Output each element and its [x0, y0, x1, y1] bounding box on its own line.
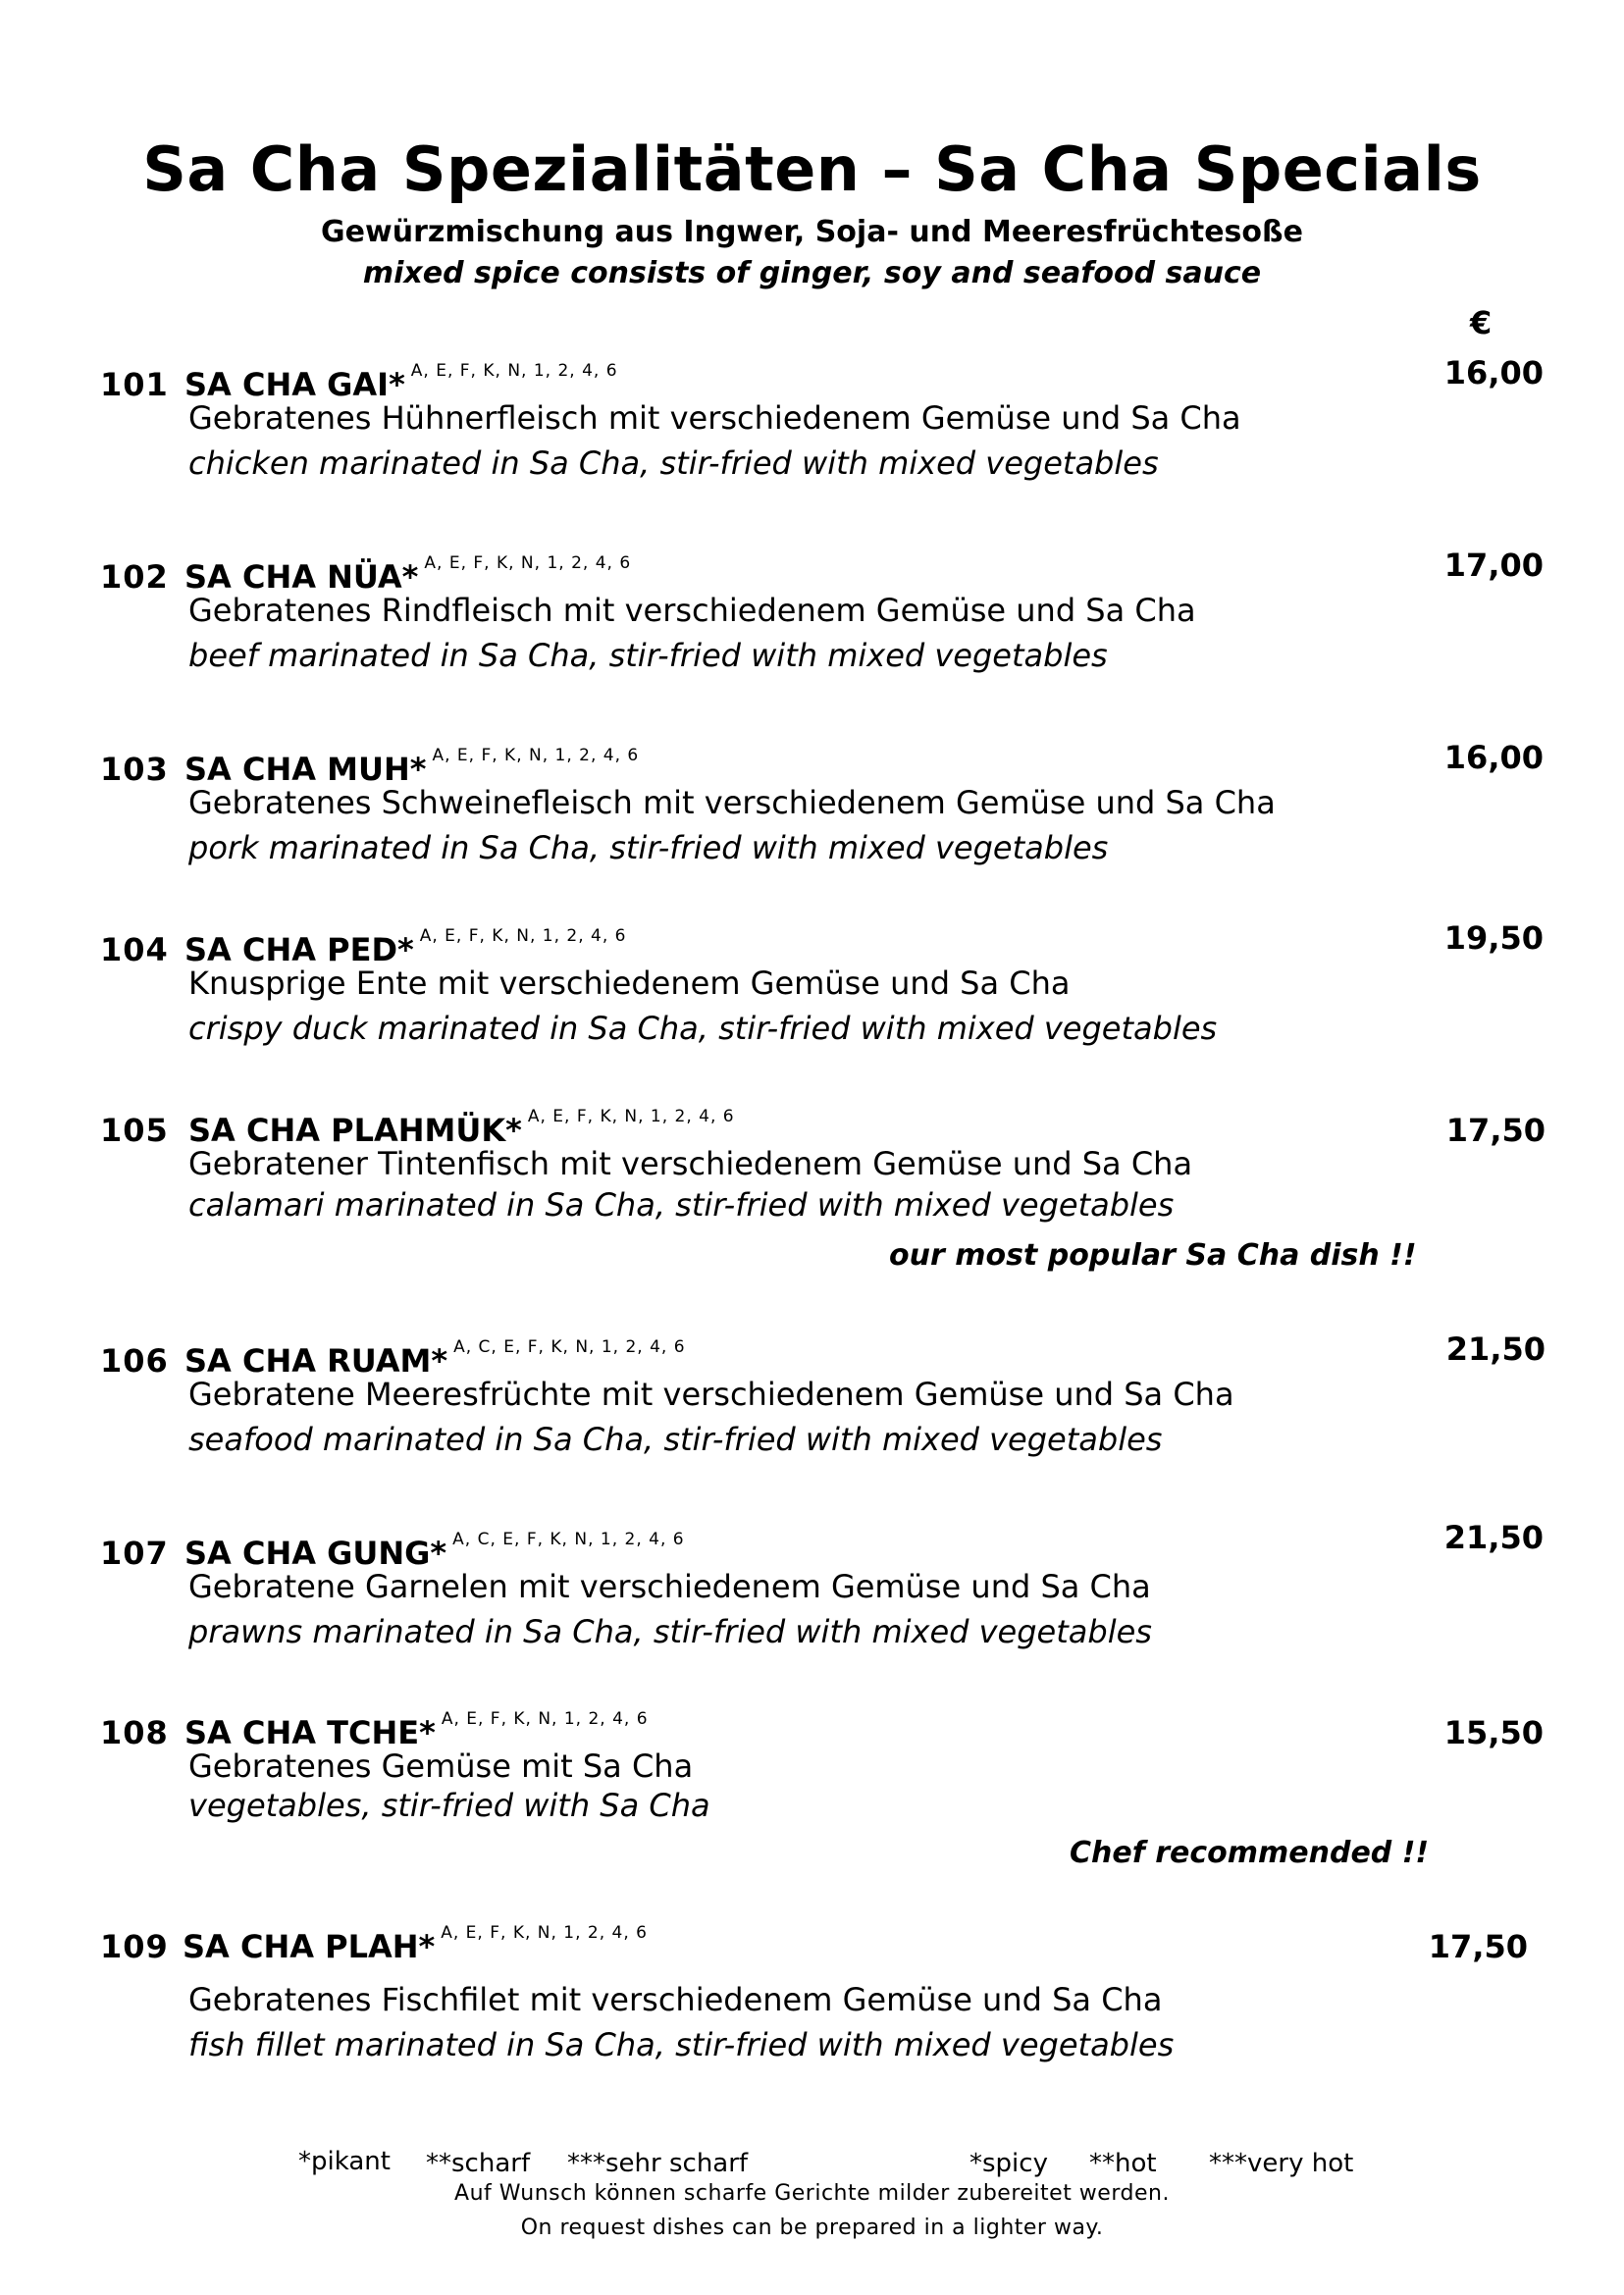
currency-symbol: €: [1470, 304, 1493, 341]
item-description-de: Gebratene Garnelen mit verschiedenem Gemüse und Sa Cha: [188, 1568, 1151, 1605]
item-name: SA CHA PLAH* $^{A, E, F, K, N, 1, 2, 4, 6}$: [183, 1923, 648, 1965]
allergen-codes: A, C, E, F, K, N, 1, 2, 4, 6: [453, 1337, 686, 1357]
item-description-en: vegetables, stir-fried with Sa Cha: [188, 1787, 710, 1824]
allergen-codes: A, C, E, F, K, N, 1, 2, 4, 6: [452, 1530, 685, 1549]
menu-subtitle-de: Gewürzmischung aus Ingwer, Soja- und Meeresfrüchtesoße: [321, 215, 1303, 249]
item-price: 16,00: [1443, 739, 1544, 776]
menu-title: Sa Cha Spezialitäten – Sa Cha Specials: [142, 133, 1482, 205]
item-price: 17,50: [1428, 1928, 1528, 1965]
legend-very-hot: ***very hot: [1209, 2149, 1354, 2178]
allergen-codes: A, E, F, K, N, 1, 2, 4, 6: [527, 1107, 735, 1126]
item-price: 17,50: [1445, 1112, 1545, 1149]
item-description-de: Gebratenes Rindfleisch mit verschiedenem Gemüse und Sa Cha: [188, 592, 1196, 629]
item-name: SA CHA PLAHMÜK* $^{A, E, F, K, N, 1, 2, 4, 6}$: [188, 1107, 735, 1149]
item-description-en: seafood marinated in Sa Cha, stir-fried with mixed vegetables: [188, 1421, 1163, 1458]
item-description-de: Gebratenes Schweinefleisch mit verschiedenem Gemüse und Sa Cha: [188, 784, 1276, 821]
item-description-en: beef marinated in Sa Cha, stir-fried with mixed vegetables: [188, 637, 1108, 674]
item-price: 21,50: [1445, 1330, 1545, 1368]
item-name: SA CHA TCHE* $^{A, E, F, K, N, 1, 2, 4, 6}$: [184, 1709, 649, 1751]
item-price: 15,50: [1443, 1714, 1544, 1751]
item-number: 108: [100, 1714, 169, 1751]
item-name: SA CHA MUH* $^{A, E, F, K, N, 1, 2, 4, 6}$: [184, 746, 640, 788]
menu-subtitle-en: mixed spice consists of ginger, soy and seafood sauce: [362, 256, 1262, 290]
allergen-codes: A, E, F, K, N, 1, 2, 4, 6: [441, 1923, 648, 1943]
legend-spicy: *spicy: [969, 2149, 1048, 2178]
item-number: 103: [100, 751, 169, 788]
item-description-en: pork marinated in Sa Cha, stir-fried with mixed vegetables: [188, 829, 1109, 866]
item-price: 21,50: [1443, 1519, 1544, 1556]
item-number: 109: [100, 1928, 169, 1965]
item-number: 104: [100, 931, 169, 968]
allergen-codes: A, E, F, K, N, 1, 2, 4, 6: [441, 1709, 649, 1729]
chef-recommended-note: Chef recommended !!: [1070, 1836, 1430, 1870]
item-number: 101: [100, 366, 169, 403]
item-name: SA CHA NÜA* $^{A, E, F, K, N, 1, 2, 4, 6}$: [184, 553, 632, 596]
legend-hot: **hot: [1089, 2149, 1157, 2178]
allergen-codes: A, E, F, K, N, 1, 2, 4, 6: [424, 553, 632, 573]
item-number: 102: [100, 558, 169, 596]
footer-note-de: Auf Wunsch können scharfe Gerichte milder zubereitet werden.: [454, 2181, 1170, 2206]
item-description-de: Gebratenes Fischfilet mit verschiedenem Gemüse und Sa Cha: [188, 1981, 1163, 2018]
allergen-codes: A, E, F, K, N, 1, 2, 4, 6: [432, 746, 640, 765]
item-name: SA CHA GUNG* $^{A, C, E, F, K, N, 1, 2, 4, 6}$: [184, 1530, 685, 1572]
item-price: 16,00: [1443, 354, 1544, 391]
item-number: 105: [100, 1112, 169, 1149]
item-description-en: fish fillet marinated in Sa Cha, stir-fried with mixed vegetables: [188, 2026, 1175, 2063]
item-name: SA CHA PED* $^{A, E, F, K, N, 1, 2, 4, 6}$: [184, 926, 627, 968]
legend-sehr-scharf: ***sehr scharf: [567, 2149, 749, 2178]
item-description-de: Gebratener Tintenfisch mit verschiedenem Gemüse und Sa Cha: [188, 1145, 1193, 1182]
item-description-en: calamari marinated in Sa Cha, stir-fried with mixed vegetables: [188, 1186, 1175, 1224]
item-name: SA CHA RUAM* $^{A, C, E, F, K, N, 1, 2, 4, 6}$: [184, 1337, 686, 1380]
allergen-codes: A, E, F, K, N, 1, 2, 4, 6: [419, 926, 627, 946]
legend-pikant: *pikant: [298, 2147, 391, 2176]
item-number: 106: [100, 1342, 169, 1380]
item-description-de: Gebratenes Hühnerfleisch mit verschiedenem Gemüse und Sa Cha: [188, 399, 1241, 437]
item-description-en: crispy duck marinated in Sa Cha, stir-fried with mixed vegetables: [188, 1010, 1218, 1047]
item-description-de: Knusprige Ente mit verschiedenem Gemüse und Sa Cha: [188, 965, 1071, 1002]
allergen-codes: A, E, F, K, N, 1, 2, 4, 6: [410, 361, 618, 381]
item-description-en: chicken marinated in Sa Cha, stir-fried with mixed vegetables: [188, 444, 1159, 482]
item-number: 107: [100, 1535, 169, 1572]
popular-note: our most popular Sa Cha dish !!: [889, 1238, 1417, 1273]
item-description-en: prawns marinated in Sa Cha, stir-fried with mixed vegetables: [188, 1613, 1152, 1650]
item-price: 17,00: [1443, 547, 1544, 584]
item-description-de: Gebratene Meeresfrüchte mit verschiedenem Gemüse und Sa Cha: [188, 1376, 1234, 1413]
footer-note-en: On request dishes can be prepared in a lighter way.: [520, 2216, 1104, 2240]
legend-scharf: **scharf: [426, 2149, 531, 2178]
item-price: 19,50: [1443, 919, 1544, 957]
item-description-de: Gebratenes Gemüse mit Sa Cha: [188, 1747, 694, 1785]
item-name: SA CHA GAI* $^{A, E, F, K, N, 1, 2, 4, 6}$: [184, 361, 618, 403]
